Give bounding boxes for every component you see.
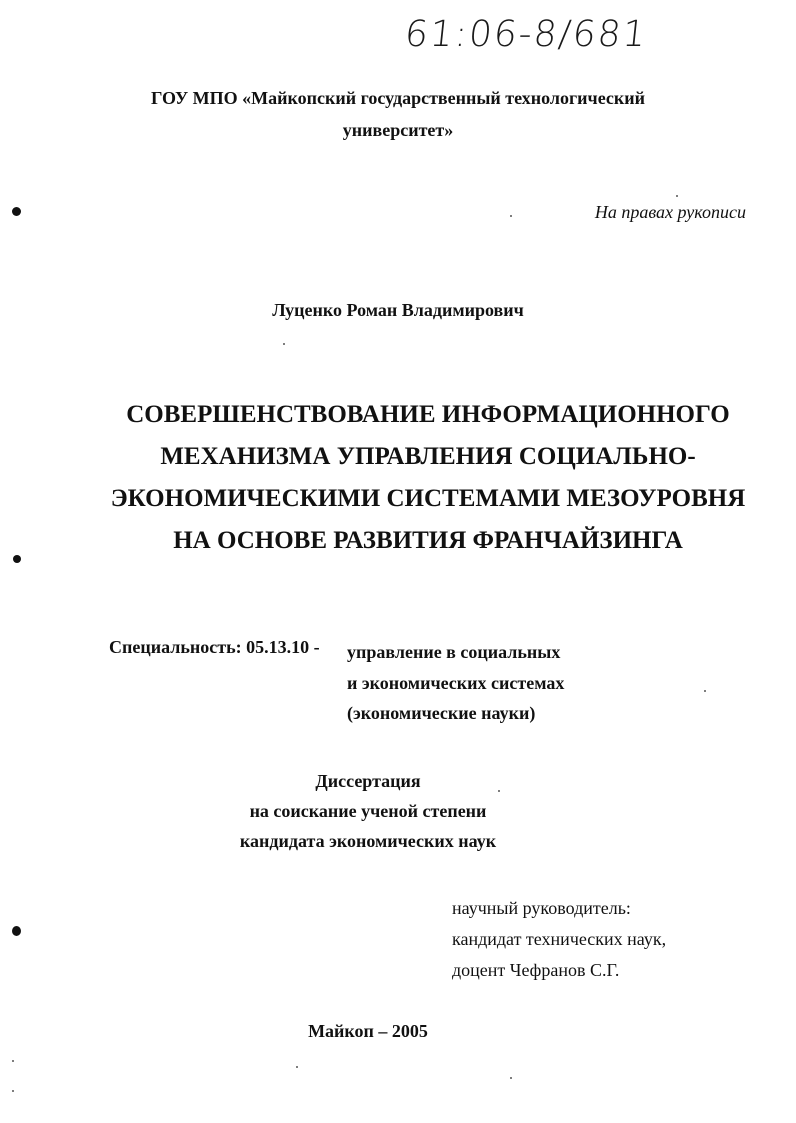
title-line-2: МЕХАНИЗМА УПРАВЛЕНИЯ СОЦИАЛЬНО- [160, 443, 696, 470]
adviser-line-3: доцент Чефранов С.Г. [452, 960, 620, 980]
scan-speck [12, 1090, 14, 1092]
author-name: Луценко Роман Владимирович [272, 300, 524, 320]
specialty-line-2: и экономических системах [347, 672, 565, 693]
organization-line-2: университет» [342, 120, 454, 140]
adviser-block [452, 893, 666, 986]
title-line-1: СОВЕРШЕНСТВОВАНИЕ ИНФОРМАЦИОННОГО [126, 401, 730, 428]
specialty-line-1: управление в социальных [347, 642, 561, 662]
scan-speck [704, 690, 706, 692]
scan-speck [296, 1066, 298, 1068]
dissertation-title [60, 394, 796, 562]
scan-hole-mark [12, 207, 21, 216]
dissertation-line-3: кандидата экономических наук [239, 831, 497, 851]
scan-speck [12, 1060, 14, 1062]
scan-speck [676, 195, 678, 197]
scan-speck [283, 343, 285, 345]
scan-speck [510, 215, 512, 217]
dissertation-block [0, 766, 796, 856]
organization-name [0, 82, 796, 146]
scan-hole-mark [12, 926, 21, 936]
archive-code-handwritten: 61:06-8/681 [402, 14, 650, 55]
scan-speck [510, 1077, 512, 1079]
dissertation-line-2: на соискание ученой степени [249, 801, 487, 821]
specialty-line-3: (экономические науки) [347, 703, 536, 723]
manuscript-note: На правах рукописи [594, 202, 746, 222]
place-year: Майкоп – 2005 [308, 1021, 428, 1041]
specialty-description [347, 637, 564, 729]
specialty-label: Специальность: 05.13.10 - [109, 637, 320, 657]
adviser-line-1: научный руководитель: [452, 898, 631, 918]
scan-speck [498, 790, 500, 792]
title-line-3: ЭКОНОМИЧЕСКИМИ СИСТЕМАМИ МЕЗОУРОВНЯ [110, 485, 746, 512]
organization-line-1: ГОУ МПО «Майкопский государственный технологический [150, 88, 646, 108]
scan-hole-mark [13, 555, 21, 563]
title-line-4: НА ОСНОВЕ РАЗВИТИЯ ФРАНЧАЙЗИНГА [173, 527, 683, 554]
adviser-line-2: кандидат технических наук, [452, 929, 667, 949]
dissertation-line-1: Диссертация [315, 771, 421, 791]
